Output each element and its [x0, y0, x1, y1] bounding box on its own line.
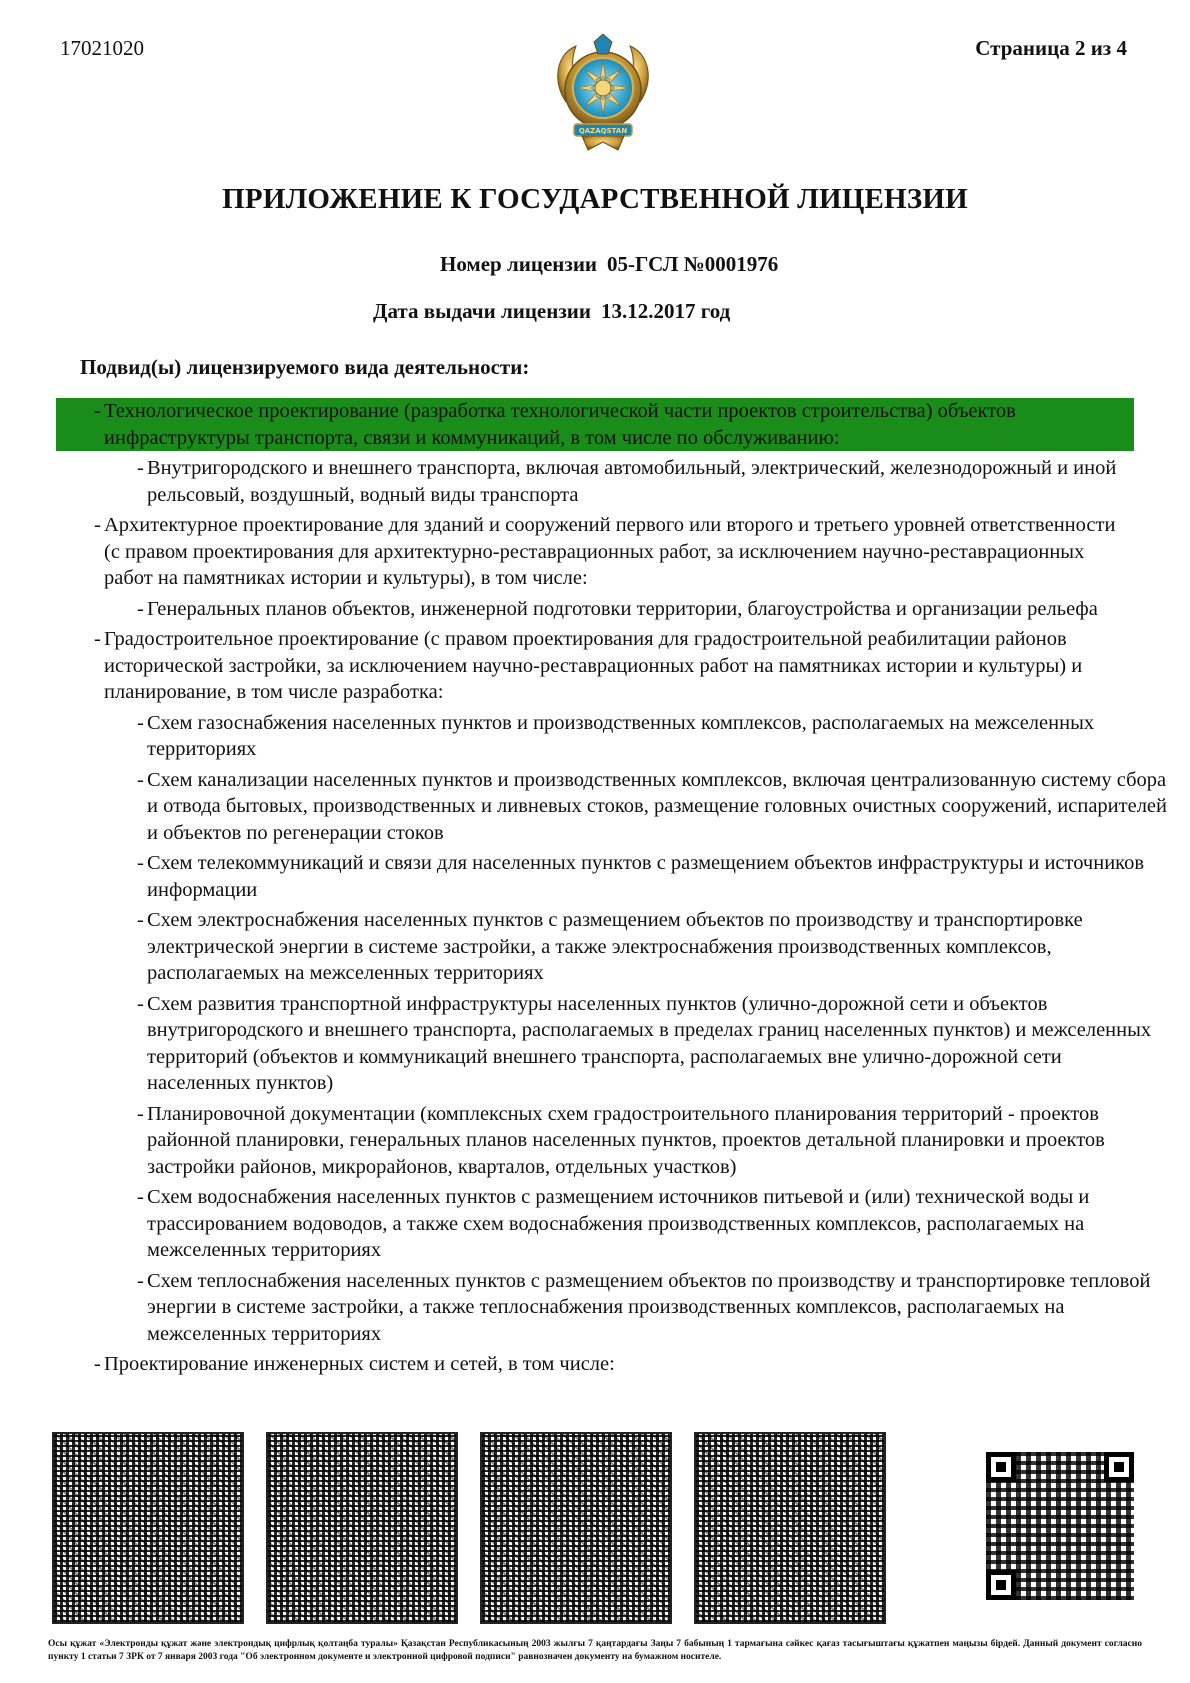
activity-item — [0, 512, 1190, 592]
activity-text: Схем теплоснабжения населенных пунктов с размещением объектов по производству и транспортировке тепловой энергии в системе застройки, а также теплоснабжения производственных комплексов, располагаемых на межселенных территориях — [147, 1269, 1151, 1345]
issue-date-line — [373, 299, 730, 324]
activity-text: Архитектурное проектирование для зданий и сооружений первого или второго и третьего уровней ответственности (с правом проектирования для архитектурно-реставрационных работ, за исключением научно-реставрационных работ на памятниках истории и культуры), в том числе: — [104, 514, 1116, 589]
activity-text: Схем газоснабжения населенных пунктов и производственных комплексов, располагаемых на межселенных территориях — [147, 711, 1095, 760]
list-dash: - — [94, 1353, 101, 1375]
license-number-line — [440, 252, 778, 277]
activity-subtypes-heading: Подвид(ы) лицензируемого вида деятельности: — [80, 355, 530, 379]
license-number-label: Номер лицензии — [440, 252, 598, 276]
activity-text: Планировочной документации (комплексных схем градостроительного планирования территорий - проектов районной планировки, генеральных планов населенных пунктов, проектов детальной планировки и проектов застройки районов, микрорайонов, кварталов, отдельных участков) — [147, 1102, 1105, 1178]
activity-text: Градостроительное проектирование (с правом проектирования для градостроительной реабилитации районов исторической застройки, за исключением научно-реставрационных работ на памятниках истории и культуры) и планирование, в том числе разработка: — [104, 628, 1083, 703]
list-dash: - — [137, 457, 144, 479]
list-dash: - — [137, 768, 144, 791]
list-dash: - — [137, 1186, 144, 1208]
list-dash: - — [137, 711, 144, 734]
qr-code-icon — [266, 1432, 458, 1624]
activity-subitem — [0, 991, 1190, 1097]
activity-item — [56, 398, 1134, 451]
activity-subitem — [0, 907, 1190, 987]
list-dash: - — [137, 909, 144, 931]
page-indicator: Страница 2 из 4 — [975, 36, 1127, 60]
qr-code-row — [0, 1432, 1190, 1622]
activity-text: Схем развития транспортной инфраструктуры населенных пунктов (улично-дорожной сети и объектов внутригородского и внешнего транспорта, располагаемых в пределах границ населенных пунктов) и межселенных территорий (объектов и коммуникаций внешнего транспорта, располагаемых вне улично-дорожной сети населенных пунктов) — [147, 992, 1152, 1094]
list-dash: - — [137, 1102, 144, 1125]
document-title: ПРИЛОЖЕНИЕ К ГОСУДАРСТВЕННОЙ ЛИЦЕНЗИИ — [222, 183, 968, 215]
list-dash: - — [137, 597, 144, 620]
activity-item — [0, 1351, 1190, 1378]
legal-footer: Осы құжат «Электронды құжат және электрондық цифрлық қолтаңба туралы» Қазақстан Республикасының 2003 жылғы 7 қаңтардағы Заңы 7 бабының 1 тармағына сәйкес қағаз тасығыштағы құжатпен маңызы бірдей. Данный документ согласно пункту 1 статьи 7 ЗРК от 7 января 2003 года "Об электронном документе и электронной цифровой подписи" равнозначен документу на бумажном носителе. — [48, 1639, 1142, 1662]
state-emblem-icon — [548, 32, 658, 152]
activity-subitem — [0, 850, 1190, 903]
activity-subitem — [0, 767, 1190, 847]
qr-code-icon — [480, 1432, 672, 1624]
list-dash: - — [137, 992, 144, 1015]
activity-subitem — [0, 596, 1190, 623]
list-dash: - — [94, 628, 101, 650]
activity-item — [0, 626, 1190, 706]
activity-text: Схем водоснабжения населенных пунктов с размещением источников питьевой и (или) технической воды и трассированием водоводов, а также схем водоснабжения производственных комплексов, располагаемых на межселенных территориях — [147, 1186, 1090, 1261]
activity-text: Схем канализации населенных пунктов и производственных комплексов, включая централизованную систему сбора и отвода бытовых, производственных и ливневых стоков, размещение головных очистных сооружений, испарителей и объектов по регенерации стоков — [147, 768, 1168, 844]
activity-subitem — [0, 1101, 1190, 1181]
license-number-value: 05-ГСЛ №0001976 — [607, 252, 779, 276]
qr-code-icon — [694, 1432, 886, 1624]
issue-date-value: 13.12.2017 год — [600, 299, 731, 323]
activity-text: Проектирование инженерных систем и сетей, в том числе: — [104, 1353, 615, 1375]
activity-text: Внутригородского и внешнего транспорта, включая автомобильный, электрический, железнодорожный и иной рельсовый, воздушный, водный виды транспорта — [147, 457, 1117, 506]
activity-list — [0, 398, 1190, 1403]
document-number: 17021020 — [60, 36, 144, 60]
activity-subitem — [0, 710, 1190, 763]
issue-date-label: Дата выдачи лицензии — [373, 299, 591, 323]
activity-subitem — [0, 1184, 1190, 1264]
qr-code-icon — [986, 1452, 1134, 1600]
qr-code-icon — [52, 1432, 244, 1624]
activity-text: Технологическое проектирование (разработка технологической части проектов строительства) объектов инфраструктуры транспорта, связи и коммуникаций, в том числе по обслуживанию: — [104, 400, 1016, 449]
list-dash: - — [137, 1269, 144, 1292]
list-dash: - — [94, 514, 101, 536]
activity-text: Схем телекоммуникаций и связи для населенных пунктов с размещением объектов инфраструктуры и источников информации — [147, 852, 1145, 901]
activity-text: Генеральных планов объектов, инженерной подготовки территории, благоустройства и организации рельефа — [147, 597, 1098, 620]
list-dash: - — [94, 400, 101, 422]
activity-subitem — [0, 1268, 1190, 1348]
list-dash: - — [137, 852, 144, 874]
activity-subitem — [0, 455, 1190, 508]
activity-text: Схем электроснабжения населенных пунктов с размещением объектов по производству и транспортировке электрической энергии в системе застройки, а также электроснабжения производственных комплексов, располагаемых на межселенных территориях — [147, 909, 1083, 984]
svg-text:QAZAQSTAN: QAZAQSTAN — [578, 127, 628, 135]
